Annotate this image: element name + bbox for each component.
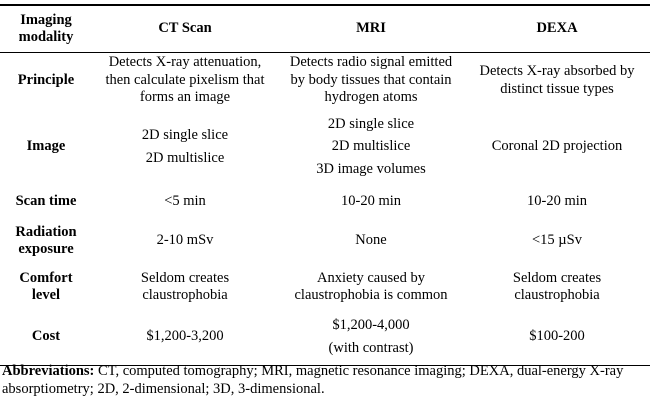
cell-ct-principle (92, 53, 278, 109)
cell-line: $1,200-3,200 (146, 328, 224, 345)
cell-line: Detects radio signal emitted (289, 54, 453, 71)
row-label-text: Scan time (15, 193, 77, 210)
header-imaging-modality-line2: modality (18, 29, 74, 45)
row-label-text: level (31, 287, 61, 303)
row-label-comfort-level (0, 264, 92, 310)
header-imaging-modality (0, 5, 92, 53)
row-label-scan-time (0, 186, 92, 218)
cell-line: then calculate pixelism that (105, 71, 265, 88)
cell-line: (with contrast) (328, 339, 414, 356)
table-row (0, 108, 650, 186)
cell-ct-comfort (92, 264, 278, 310)
cell-dexa-radiation (464, 218, 650, 264)
cell-line: $100-200 (529, 328, 585, 345)
cell-line: 10-20 min (340, 193, 401, 210)
row-label-principle (0, 53, 92, 109)
cell-line: Seldom creates (512, 269, 602, 286)
row-label-text: Principle (17, 71, 75, 88)
cell-mri-principle (278, 53, 464, 109)
cell-dexa-comfort (464, 264, 650, 310)
abbreviations-text: CT, computed tomography; MRI, magnetic resonance imaging; DEXA, dual-energy X-ray absorptiometry; 2D, 2-dimensional; 3D, 3-dimensional. (2, 363, 624, 397)
row-label-text: Radiation (15, 223, 77, 240)
cell-mri-image (278, 108, 464, 186)
row-label-image (0, 108, 92, 186)
row-label-text: exposure (18, 241, 74, 257)
table-row (0, 186, 650, 218)
cell-line: 2D single slice (141, 127, 229, 143)
cell-mri-cost (278, 310, 464, 366)
header-dexa: DEXA (464, 5, 650, 53)
cell-mri-scan-time (278, 186, 464, 218)
cell-line: <5 min (164, 193, 206, 210)
cell-ct-cost (92, 310, 278, 366)
table-header-row (0, 5, 650, 53)
cell-dexa-principle (464, 53, 650, 109)
cell-ct-image (92, 108, 278, 186)
row-label-cost (0, 310, 92, 366)
cell-dexa-cost (464, 310, 650, 366)
cell-line: Detects X-ray absorbed by (479, 63, 635, 79)
row-label-text: Image (26, 138, 66, 155)
abbreviations-lead: Abbreviations: (2, 363, 95, 379)
cell-ct-scan-time (92, 186, 278, 218)
cell-line: Coronal 2D projection (491, 138, 623, 155)
cell-line: 2-10 mSv (156, 232, 214, 249)
table-row (0, 264, 650, 310)
header-mri: MRI (278, 5, 464, 53)
cell-line: claustrophobia (142, 287, 228, 303)
cell-line: $1,200-4,000 (332, 317, 410, 333)
cell-mri-radiation (278, 218, 464, 264)
comparison-table (0, 4, 650, 366)
cell-line: None (355, 232, 387, 249)
abbreviations-footnote (2, 363, 642, 398)
header-imaging-modality-line1: Imaging (20, 11, 72, 28)
cell-mri-comfort (278, 264, 464, 310)
header-ct-scan: CT Scan (92, 5, 278, 53)
cell-line: 2D multislice (145, 149, 225, 166)
table-row (0, 53, 650, 109)
row-label-text: Comfort (19, 269, 73, 286)
cell-dexa-scan-time (464, 186, 650, 218)
cell-line: claustrophobia (514, 287, 600, 303)
cell-line: forms an image (139, 89, 231, 106)
cell-line: hydrogen atoms (324, 89, 418, 106)
cell-line: Anxiety caused by (317, 269, 425, 286)
cell-line: distinct tissue types (500, 80, 614, 97)
cell-line: 10-20 min (526, 193, 587, 210)
cell-line: 3D image volumes (316, 160, 426, 177)
cell-line: claustrophobia is common (294, 287, 448, 303)
cell-line: by body tissues that contain (290, 71, 452, 88)
row-label-text: Cost (31, 328, 61, 345)
table-row (0, 218, 650, 264)
cell-line: Detects X-ray attenuation, (108, 54, 262, 71)
cell-line: 2D multislice (331, 138, 411, 155)
table-row (0, 310, 650, 366)
cell-line: 2D single slice (327, 115, 415, 132)
cell-line: Seldom creates (140, 269, 230, 286)
cell-dexa-image (464, 108, 650, 186)
cell-line: <15 µSv (532, 232, 582, 249)
cell-ct-radiation (92, 218, 278, 264)
row-label-radiation-exposure (0, 218, 92, 264)
